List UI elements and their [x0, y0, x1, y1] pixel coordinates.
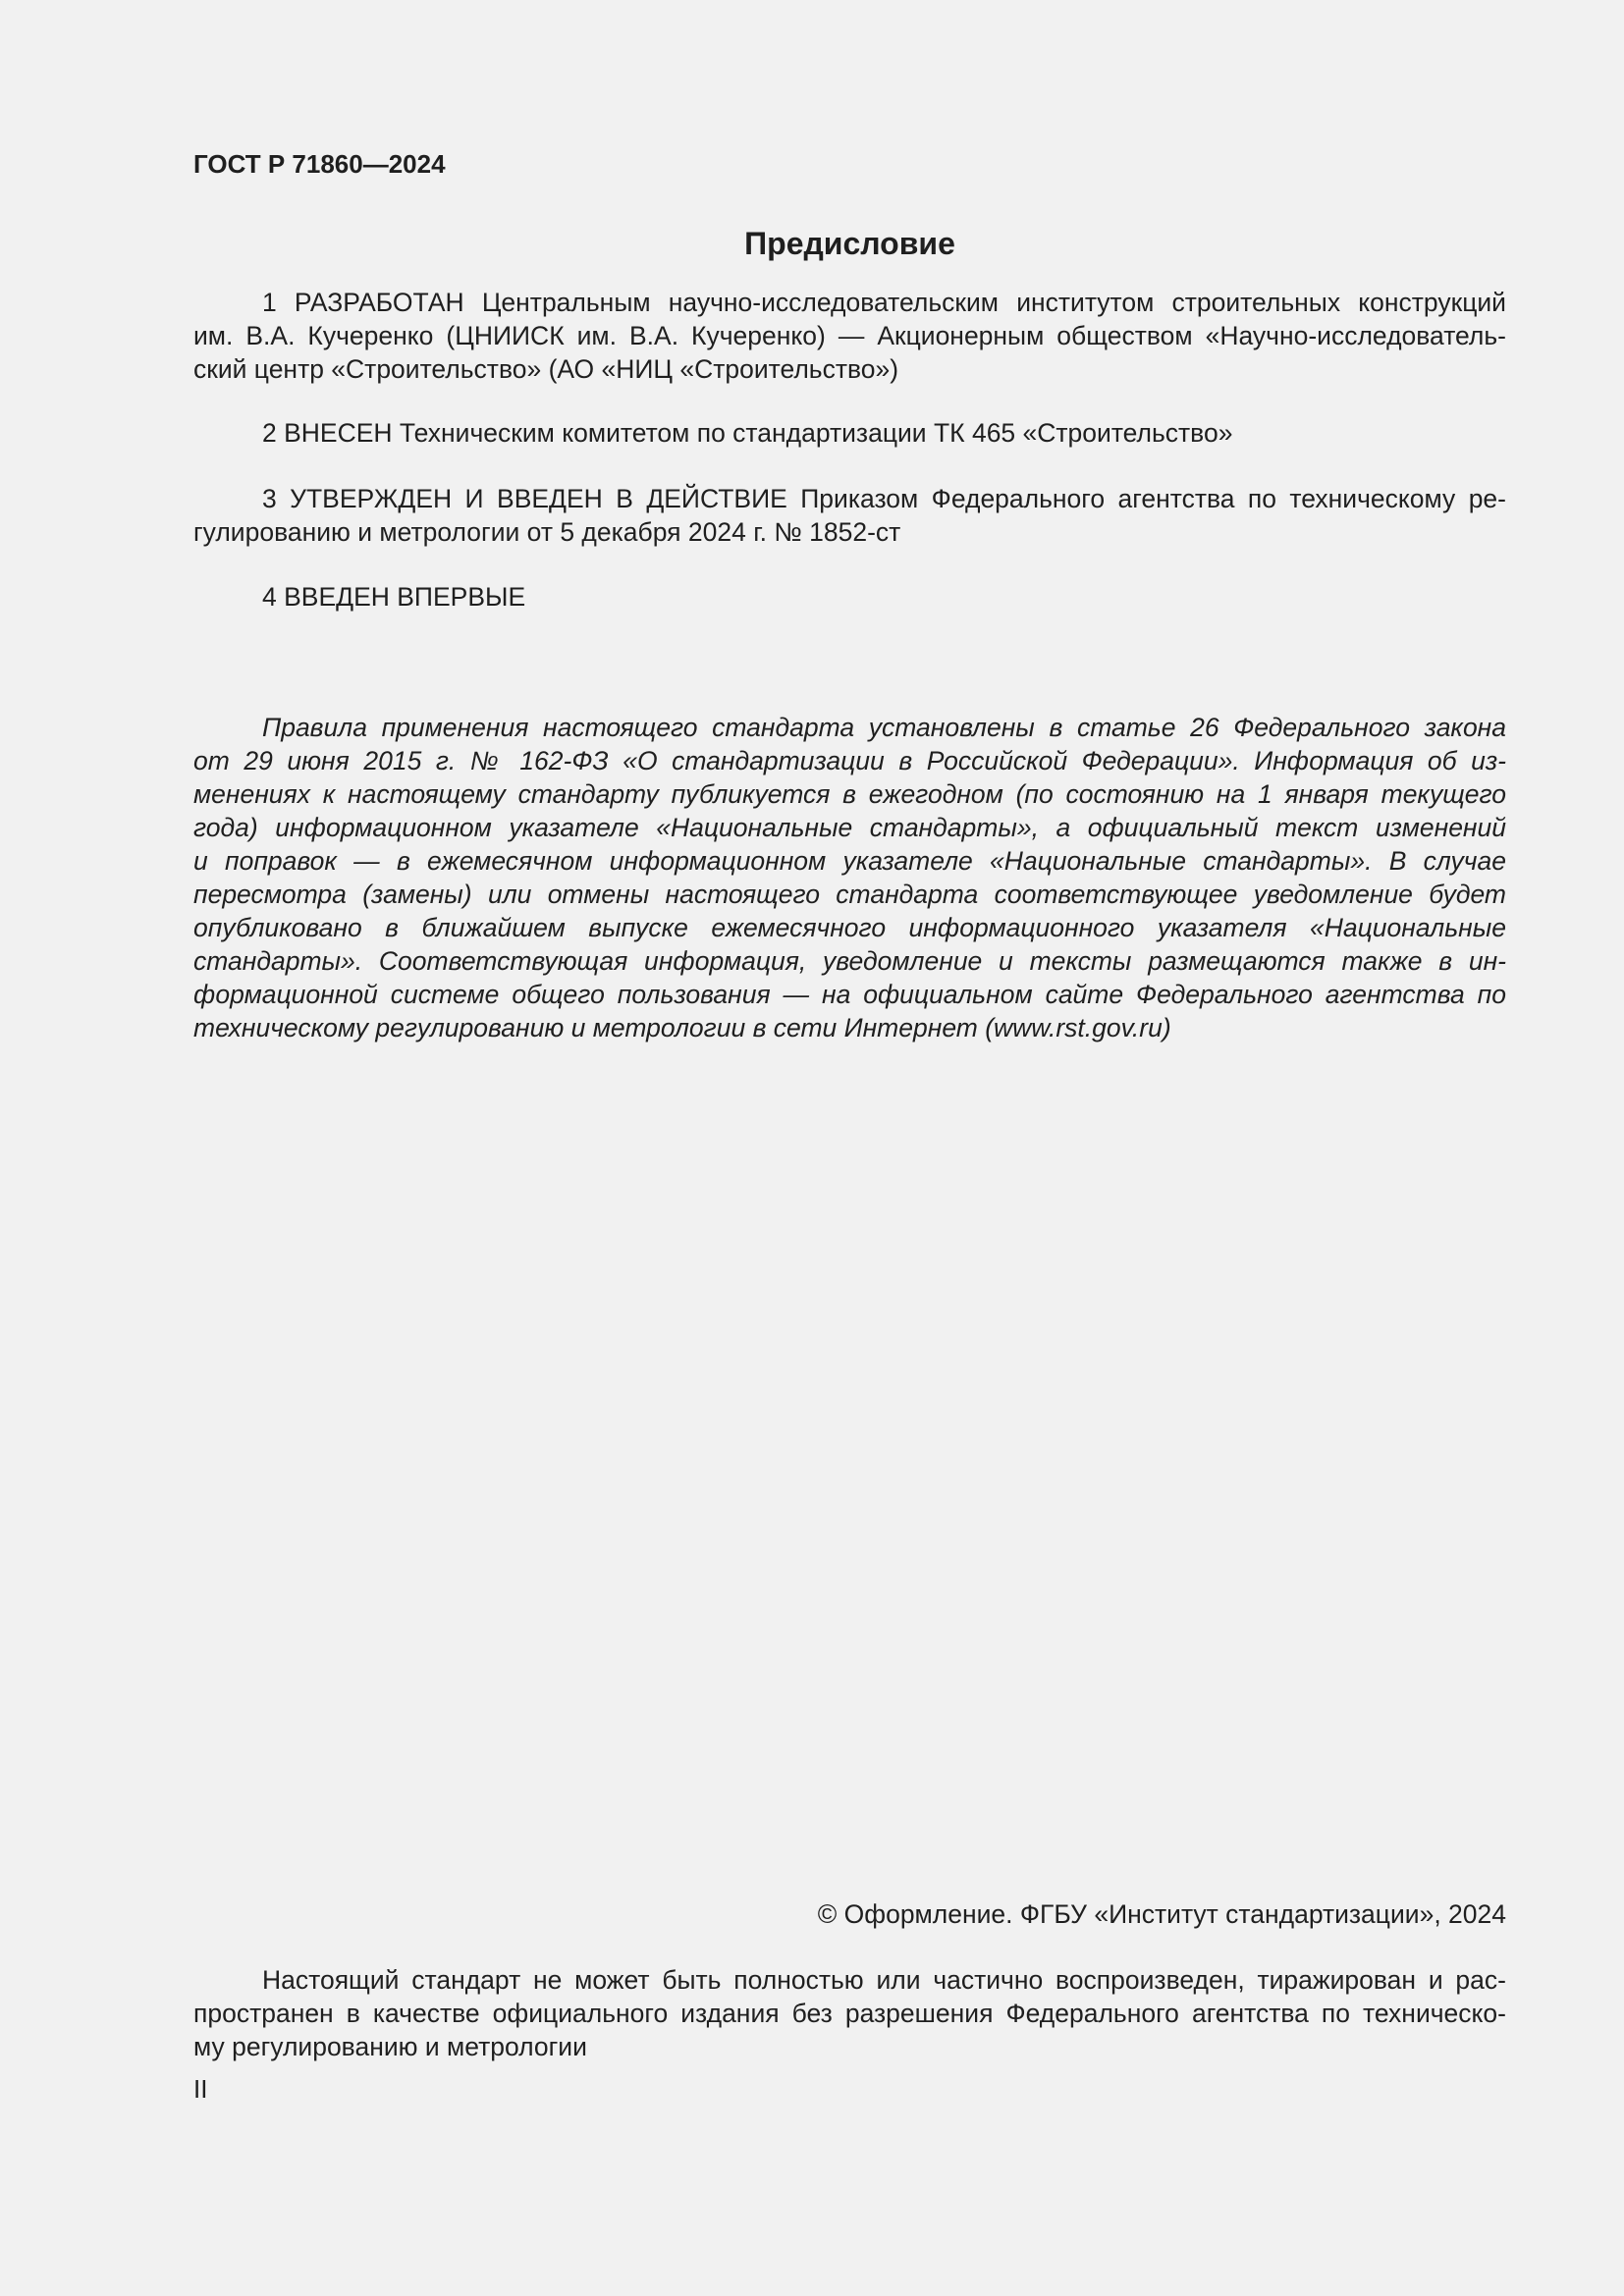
foreword-item-1-line: ский центр «Строительство» (АО «НИЦ «Строительство») — [193, 354, 899, 384]
foreword-item-2-line: 2 ВНЕСЕН Техническим комитетом по стандартизации ТК 465 «Строительство» — [262, 418, 1233, 448]
foreword-item-1-line: 1 РАЗРАБОТАН Центральным научно-исследовательским институтом строительных конструкций — [262, 288, 1506, 317]
foreword-item-3-line: гулированию и метрологии от 5 декабря 2024 г. № 1852-ст — [193, 517, 901, 547]
foreword-title: Предисловие — [744, 226, 955, 261]
rules-note-line: менениях к настоящему стандарту публикуется в ежегодном (по состоянию на 1 января текущего — [193, 779, 1506, 809]
rules-note-line: техническому регулированию и метрологии в сети Интернет (www.rst.gov.ru) — [193, 1013, 1171, 1042]
foreword-item-4-line: 4 ВВЕДЕН ВПЕРВЫЕ — [262, 582, 526, 612]
foreword-item-1-line: им. В.А. Кучеренко (ЦНИИСК им. В.А. Кучеренко) — Акционерным обществом «Научно-исследователь- — [193, 321, 1506, 350]
reproduction-notice-line: Настоящий стандарт не может быть полностью или частично воспроизведен, тиражирован и рас- — [262, 1965, 1506, 1995]
rules-note — [193, 711, 1506, 1044]
foreword-item-1 — [193, 286, 1506, 386]
reproduction-notice-line: му регулированию и метрологии — [193, 2032, 587, 2061]
rules-note-line: от 29 июня 2015 г. № 162-ФЗ «О стандартизации в Российской Федерации». Информация об из- — [193, 746, 1506, 775]
rules-note-line: стандарты». Соответствующая информация, уведомление и тексты размещаются также в ин- — [193, 946, 1506, 976]
rules-note-line: пересмотра (замены) или отмены настоящего стандарта соответствующее уведомление будет — [193, 880, 1506, 909]
page-number: II — [193, 2074, 208, 2104]
rules-note-line: Правила применения настоящего стандарта установлены в статье 26 Федерального закона — [262, 713, 1506, 742]
reproduction-notice-line: пространен в качестве официального издания без разрешения Федерального агентства по техническо- — [193, 1999, 1506, 2028]
foreword-item-3-line: 3 УТВЕРЖДЕН И ВВЕДЕН В ДЕЙСТВИЕ Приказом Федерального агентства по техническому ре- — [262, 484, 1506, 513]
foreword-item-2 — [193, 416, 1506, 450]
rules-note-line: формационной системе общего пользования — на официальном сайте Федерального агентства по — [193, 980, 1506, 1009]
reproduction-notice — [193, 1963, 1506, 2063]
rules-note-line: и поправок — в ежемесячном информационном указателе «Национальные стандарты». В случае — [193, 846, 1506, 876]
foreword-item-4 — [193, 580, 1506, 614]
document-code: ГОСТ Р 71860—2024 — [193, 149, 446, 179]
rules-note-line: года) информационном указателе «Национальные стандарты», а официальный текст изменений — [193, 813, 1506, 842]
copyright-notice: © Оформление. ФГБУ «Институт стандартизации», 2024 — [817, 1899, 1506, 1929]
foreword-item-3 — [193, 482, 1506, 549]
rules-note-line: опубликовано в ближайшем выпуске ежемесячного информационного указателя «Национальные — [193, 913, 1506, 942]
